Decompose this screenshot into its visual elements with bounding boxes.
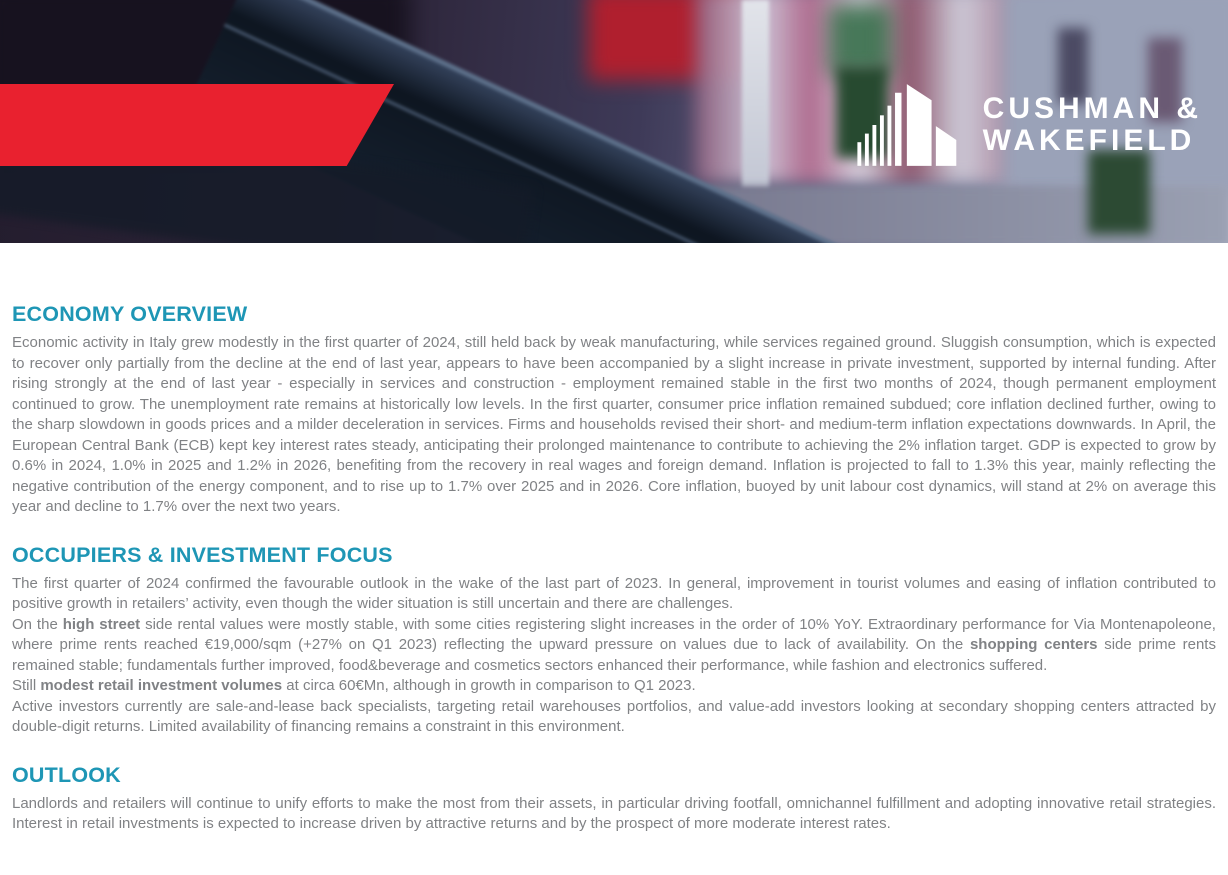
brand-line-1: CUSHMAN & <box>982 92 1202 125</box>
paragraph: Active investors currently are sale-and-lease back specialists, targeting retail warehouses portfolios, and value-add investors looking at secondary shopping centers attracted by double-digit returns. Limited availability of financing remains a constraint in this environment. <box>12 697 1216 735</box>
paragraph: The first quarter of 2024 confirmed the favourable outlook in the wake of the last part of 2023. In general, improvement in tourist volumes and easing of inflation contributed to positive growth in retailers’ activity, even though the wider situation is still uncertain and there are challenges. <box>12 574 1216 612</box>
header-photo <box>0 0 1228 243</box>
paragraph: Still modest retail investment volumes at circa 60€Mn, although in growth in comparison to Q1 2023. <box>12 677 696 694</box>
report-section <box>12 543 1216 738</box>
section-heading: OUTLOOK <box>12 762 121 787</box>
brand-wordmark <box>983 93 1202 157</box>
section-heading: ECONOMY OVERVIEW <box>12 302 248 326</box>
report-body <box>0 302 1228 835</box>
report-section <box>12 302 1216 518</box>
paragraph: Economic activity in Italy grew modestly in the first quarter of 2024, still held back by weak manufacturing, while services regained ground. Sluggish consumption, which is expected to recover only partially from the decline at the end of last year, appears to have been accompanied by a slight increase in private investment, supported by internal funding. After rising strongly at the end of last year - especially in services and construction - employment remained stable in the first two months of 2024, though permanent employment continued to grow. The unemployment rate remains at historically low levels. In the first quarter, consumer price inflation remained subdued; core inflation declined further, owing to the sharp slowdown in goods prices and a milder deceleration in services. Firms and households revised their short- and medium-term inflation expectations downwards. In April, the European Central Bank (ECB) kept key interest rates steady, anticipating their prolonged maintenance to contribute to achieving the 2% inflation target. GDP is expected to grow by 0.6% in 2024, 1.0% in 2025 and 1.2% in 2026, benefiting from the recovery in real wages and foreign demand. Inflation is projected to fall to 1.3% this year, mainly reflecting the negative contribution of the energy component, and to rise up to 1.7% over 2025 and in 2026. Core inflation, buoyed by unit labour cost dynamics, will stand at 2% on average this year and decline to 1.7% over the next two years. <box>12 334 1216 515</box>
report-sections <box>12 302 1216 835</box>
brand-line-2: WAKEFIELD <box>982 124 1196 157</box>
building-bars-icon <box>853 82 965 168</box>
paragraph: Landlords and retailers will continue to unify efforts to make the most from their assets, in particular driving footfall, omnichannel fulfillment and adopting innovative retail strategies. Interest in retail investments is expected to increase driven by attractive returns and by the prospect of more moderate interest rates. <box>12 794 1216 832</box>
mall-pillar <box>742 0 769 188</box>
red-banner <box>0 84 394 166</box>
report-section <box>12 763 1216 835</box>
paragraph: On the high street side rental values were mostly stable, with some cities registering slight increases in the order of 10% YoY. Extraordinary performance for Via Montenapoleone, where prime rents reached €19,000/sqm (+27% on Q1 2023) reflecting the upward pressure on values due to lack of availability. On the shopping centers side prime rents remained stable; fundamentals further improved, food&beverage and cosmetics sectors enhanced their performance, while fashion and electronics suffered. <box>12 615 1216 674</box>
cushman-wakefield-logo <box>853 82 1202 168</box>
section-heading: OCCUPIERS & INVESTMENT FOCUS <box>12 542 393 567</box>
